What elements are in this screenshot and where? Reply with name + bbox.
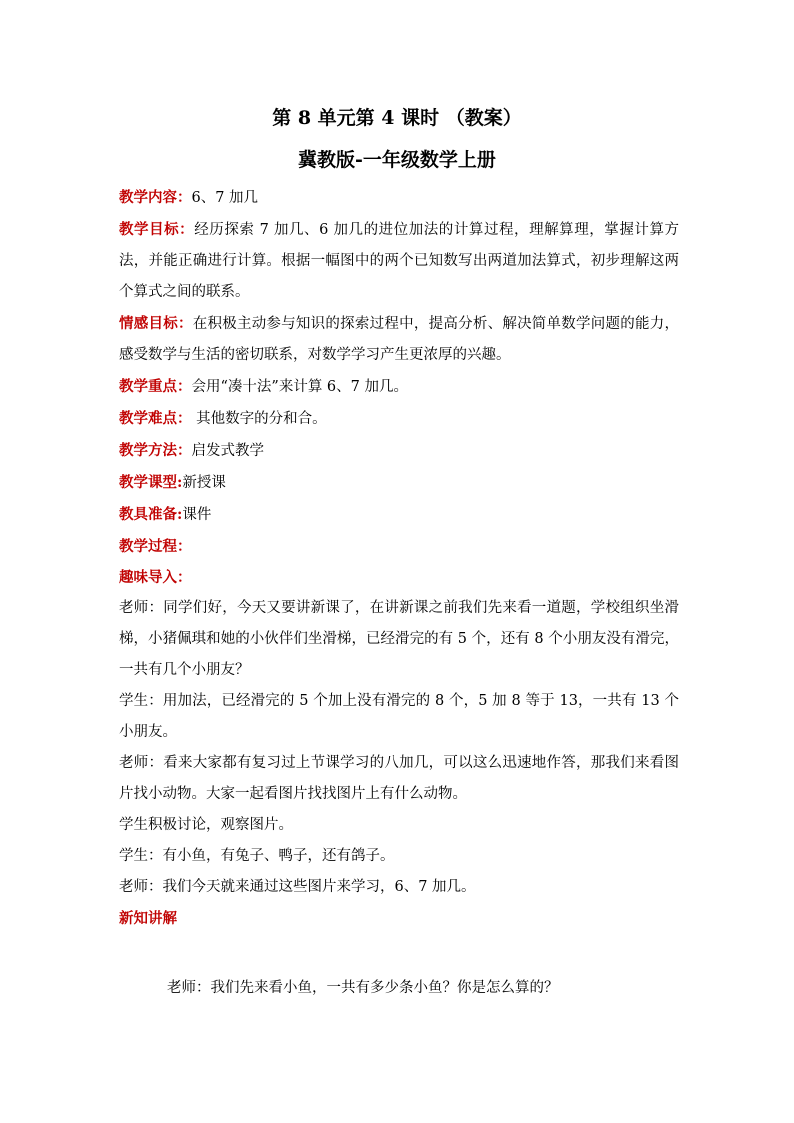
document-body: [119, 182, 679, 1004]
new-knowledge-heading: 新知讲解: [119, 910, 177, 927]
field-text: 6、7 加几: [191, 190, 259, 206]
field-text: 新授课: [182, 475, 226, 491]
field-label: 情感目标：: [119, 315, 193, 332]
dialogue-line: 学生：用加法，已经滑完的 5 个加上没有滑完的 8 个，5 加 8 等于 13，一共有 13 个小朋友。: [119, 693, 679, 740]
dialogue-line: 学生积极讨论，观察图片。: [119, 817, 293, 833]
field-text: 经历探索 7 加几、6 加几的进位加法的计算过程，理解算理，掌握计算方法，并能正确进行计算。根据一幅图中的两个已知数写出两道加法算式，初步理解这两个算式之间的联系。: [119, 222, 679, 300]
field-text: 课件: [182, 507, 212, 523]
document-title: 第 8 单元第 4 课时 （教案）: [272, 107, 522, 129]
field-materials: [119, 499, 679, 531]
field-label: 教具准备:: [119, 506, 183, 523]
field-content: [119, 182, 679, 214]
field-label: 教学内容：: [119, 189, 192, 206]
field-text: 会用“凑十法”来计算 6、7 加几。: [191, 379, 408, 395]
field-difficulties: [119, 403, 679, 435]
field-label: 教学重点：: [119, 378, 192, 395]
field-label: 教学难点：: [119, 410, 192, 427]
field-text: 其他数字的分和合。: [191, 411, 327, 427]
field-emotional-goals: [119, 308, 679, 371]
field-text: 启发式教学: [191, 443, 264, 459]
field-label: 教学方法：: [119, 442, 192, 459]
field-objectives: [119, 214, 679, 308]
intro-heading: 趣味导入：: [119, 569, 192, 586]
field-lesson-type: [119, 467, 679, 499]
dialogue-line: 学生：有小鱼，有兔子、鸭子，还有鸽子。: [119, 848, 395, 864]
field-label: 教学课型:: [119, 474, 183, 491]
field-method: [119, 435, 679, 467]
dialogue-line: 老师：看来大家都有复习过上节课学习的八加几，可以这么迅速地作答，那我们来看图片找小动物。大家一起看图片找找图片上有什么动物。: [119, 755, 679, 802]
document-subtitle: 冀教版-一年级数学上册: [298, 149, 496, 171]
process-heading: 教学过程：: [119, 538, 192, 555]
dialogue-line-last: 老师：我们先来看小鱼，一共有多少条小鱼？你是怎么算的？: [167, 980, 559, 996]
field-text: 在积极主动参与知识的探索过程中，提高分析、解决简单数学问题的能力，感受数学与生活的密切联系，对数学学习产生更浓厚的兴趣。: [119, 316, 679, 363]
dialogue-line: 老师：同学们好，今天又要讲新课了，在讲新课之前我们先来看一道题，学校组织坐滑梯，小猪佩琪和她的小伙伴们坐滑梯，已经滑完的有 5 个，还有 8 个小朋友没有滑完，一共有几个小朋友？: [119, 600, 679, 678]
field-key-points: [119, 371, 679, 403]
dialogue-line: 老师：我们今天就来通过这些图片来学习，6、7 加几。: [119, 879, 476, 895]
field-label: 教学目标：: [119, 221, 195, 238]
